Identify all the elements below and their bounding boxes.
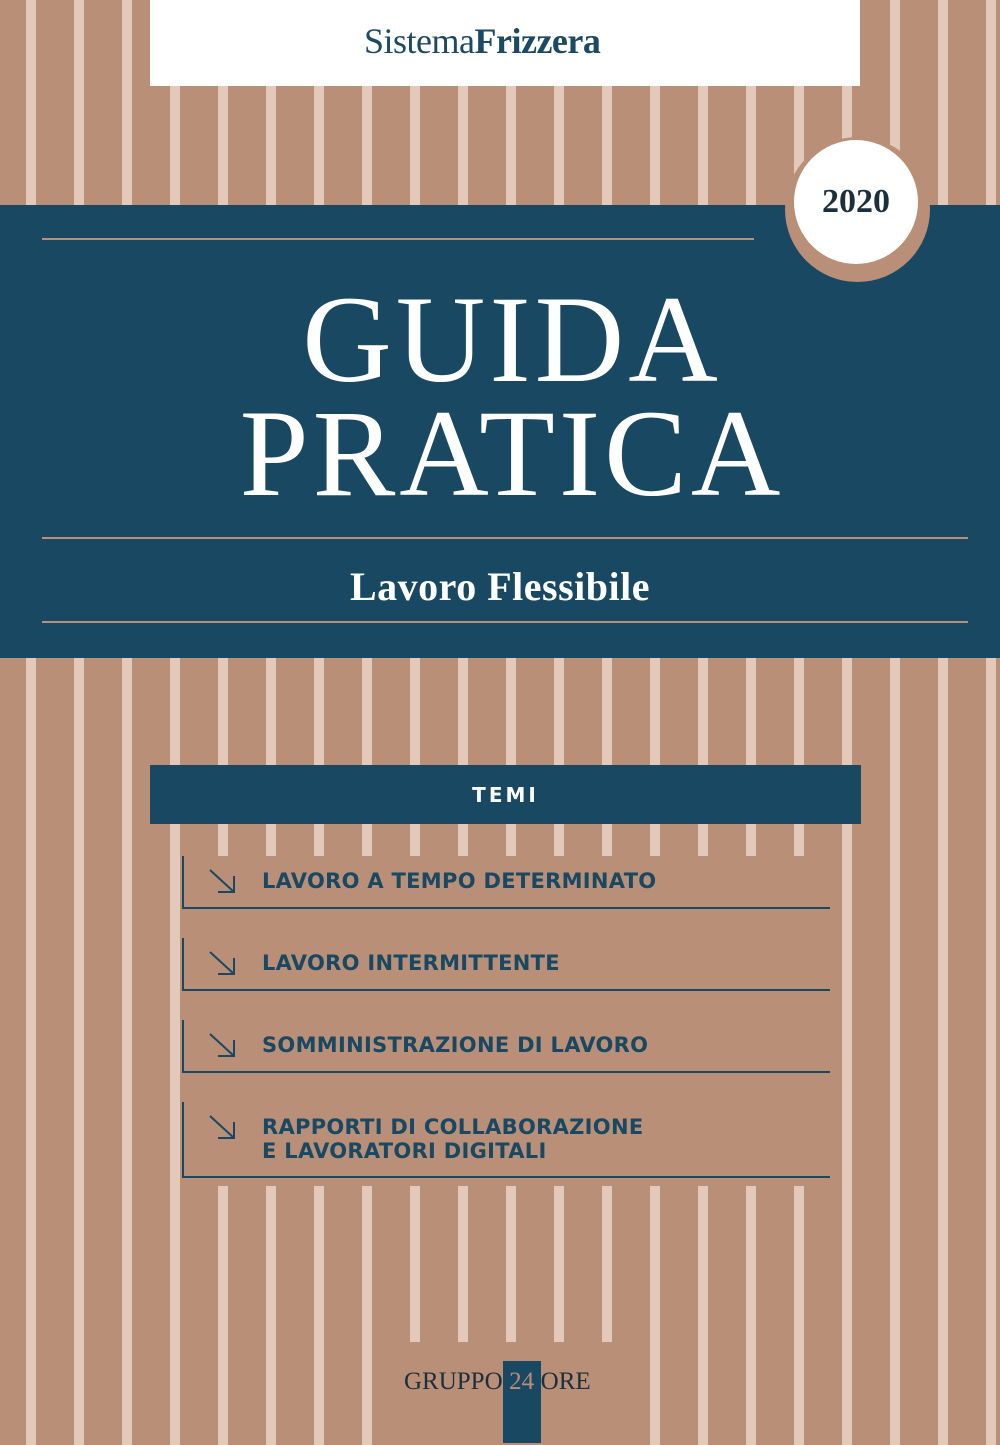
temi-heading: TEMI [472,782,539,807]
topic-item [182,856,830,909]
arrow-down-right-icon [206,864,240,898]
publisher-number: 24 [509,1368,535,1395]
edition-year: 2020 [822,183,890,220]
topic-item [182,1102,830,1178]
topic-label: RAPPORTI DI COLLABORAZIONE E LAVORATORI DIGITALI [262,1115,644,1163]
brand-bar [150,0,860,86]
title-rule-top [42,238,754,240]
publisher-right: ORE [540,1368,591,1395]
topic-label: LAVORO INTERMITTENTE [262,951,560,975]
title-line-1: GUIDA [302,271,722,408]
topic-item [182,1020,830,1073]
brand-prefix: Sistema [364,21,475,61]
subtitle: Lavoro Flessibile [350,564,650,609]
topic-item [182,938,830,991]
publisher-number-box [503,1361,541,1443]
arrow-down-right-icon [206,946,240,980]
topics-list [182,856,828,1186]
subtitle-rule-bottom [42,621,968,623]
brand-logo [364,20,600,62]
subtitle-rule-top [42,537,968,539]
temi-header [150,765,861,824]
publisher-logo [404,1362,591,1402]
publisher-left: GRUPPO [404,1368,503,1395]
brand-name: Frizzera [474,21,601,61]
topic-label: LAVORO A TEMPO DETERMINATO [262,869,657,893]
topic-label: SOMMINISTRAZIONE DI LAVORO [262,1033,649,1057]
arrow-down-right-icon [206,1110,240,1144]
title-line-2: PRATICA [239,385,785,522]
arrow-down-right-icon [206,1028,240,1062]
year-badge-inner [794,140,918,264]
